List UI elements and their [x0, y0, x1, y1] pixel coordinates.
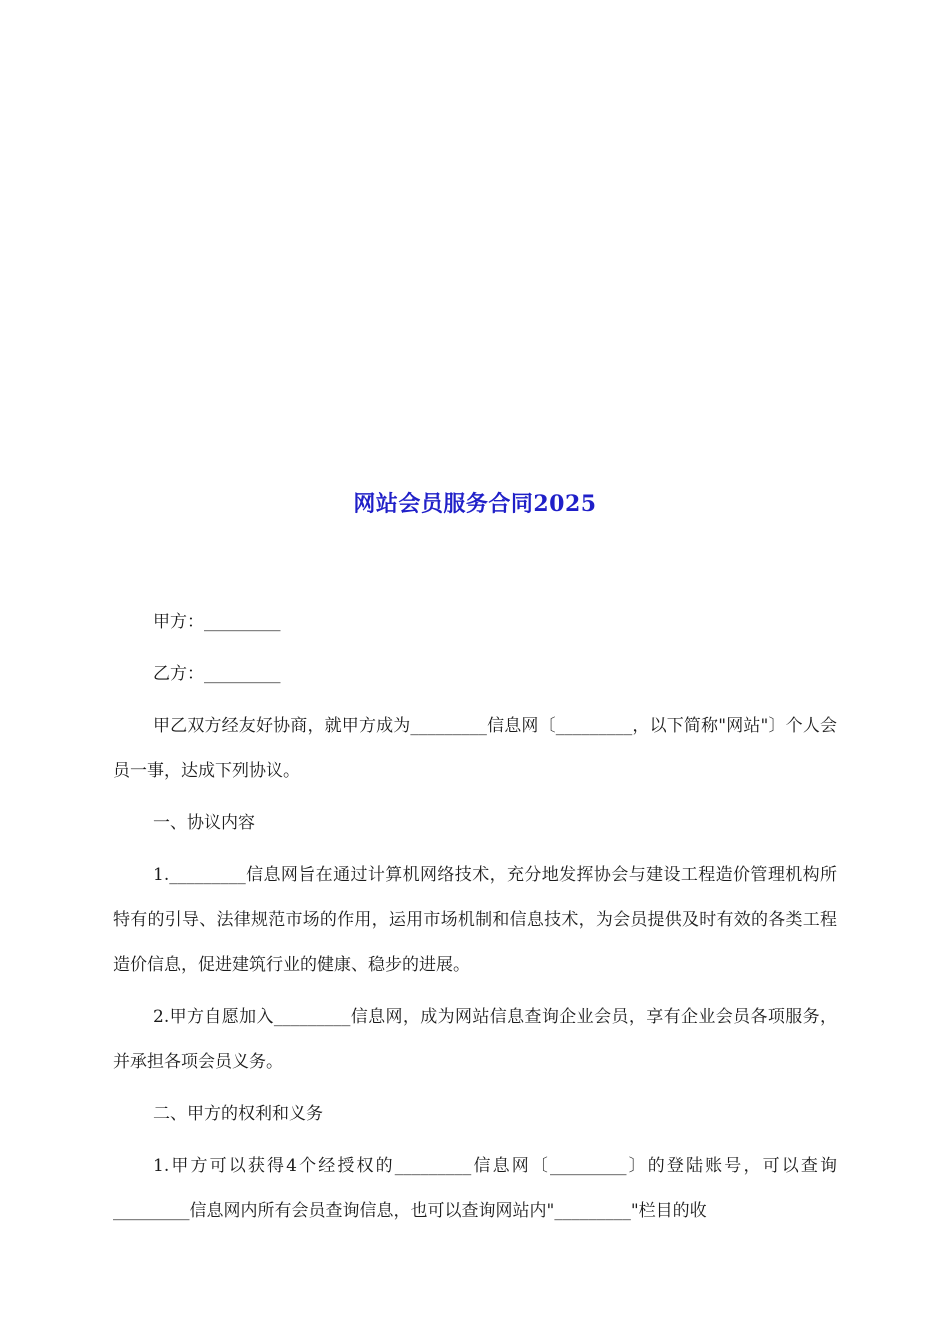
clause-2-1: 1.甲方可以获得4个经授权的_________信息网〔_________〕的登陆账号，可以查询_________信息网内所有会员查询信息，也可以查询网站内"_________"栏目的收 [113, 1156, 837, 1221]
intro-paragraph: 甲乙双方经友好协商，就甲方成为_________信息网〔_________，以下简称"网站"〕个人会员一事，达成下列协议。 [113, 716, 837, 781]
party-a-line: 甲方：_________ [153, 612, 281, 632]
document-title: 网站会员服务合同2025 [353, 491, 597, 517]
section-heading-1: 一、协议内容 [153, 813, 255, 833]
document-body [113, 600, 837, 1241]
clause-1-1: 1._________信息网旨在通过计算机网络技术，充分地发挥协会与建设工程造价管理机构所特有的引导、法律规范市场的作用，运用市场机制和信息技术，为会员提供及时有效的各类工程造价信息，促进建筑行业的健康、稳步的进展。 [113, 865, 837, 975]
section-heading-2: 二、甲方的权利和义务 [153, 1104, 323, 1124]
party-b-line: 乙方：_________ [153, 664, 281, 684]
clause-1-2: 2.甲方自愿加入_________信息网，成为网站信息查询企业会员，享有企业会员各项服务，并承担各项会员义务。 [113, 1007, 837, 1072]
